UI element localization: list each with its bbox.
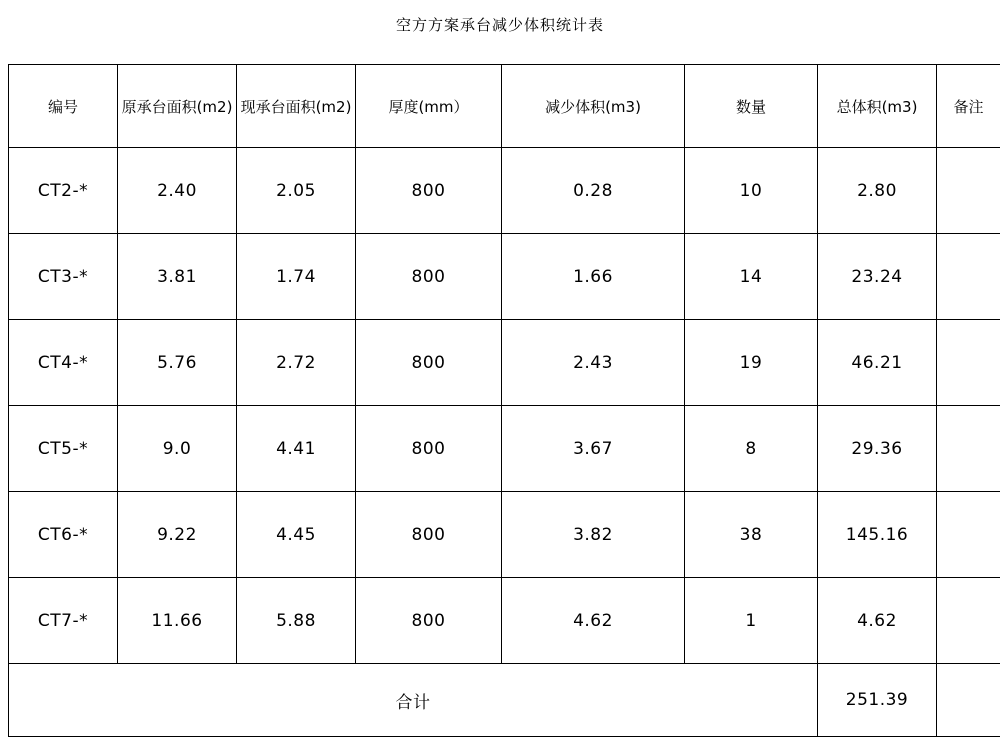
cell-total-volume: 29.36 [818,406,937,492]
cell-code: CT2-* [9,148,118,234]
page-title: 空方方案承台减少体积统计表 [0,14,1000,35]
cell-total-sum: 251.39 [818,664,937,737]
cell-code: CT6-* [9,492,118,578]
cell-quantity: 14 [685,234,818,320]
table-body [9,148,1000,737]
cell-thickness: 800 [356,234,502,320]
cell-quantity: 1 [685,578,818,664]
cell-reduced-volume: 1.66 [502,234,685,320]
cell-code: CT7-* [9,578,118,664]
cell-current-area: 2.72 [237,320,356,406]
cell-original-area: 5.76 [118,320,237,406]
table-row [9,148,1000,234]
statistics-table-container [8,64,992,737]
cell-reduced-volume: 2.43 [502,320,685,406]
cell-thickness: 800 [356,492,502,578]
column-header-reduced-volume: 减少体积(m3) [502,65,685,148]
cell-quantity: 38 [685,492,818,578]
column-header-original-area: 原承台面积(m2) [118,65,237,148]
table-row [9,234,1000,320]
cell-code: CT3-* [9,234,118,320]
statistics-table [8,64,1000,737]
cell-current-area: 4.45 [237,492,356,578]
cell-reduced-volume: 3.82 [502,492,685,578]
cell-current-area: 4.41 [237,406,356,492]
table-row [9,578,1000,664]
cell-thickness: 800 [356,148,502,234]
cell-original-area: 9.0 [118,406,237,492]
cell-remark [937,148,1000,234]
cell-total-volume: 145.16 [818,492,937,578]
cell-remark [937,492,1000,578]
cell-total-remark [937,664,1000,737]
cell-remark [937,234,1000,320]
cell-total-volume: 2.80 [818,148,937,234]
cell-code: CT5-* [9,406,118,492]
column-header-code: 编号 [9,65,118,148]
table-row [9,492,1000,578]
cell-remark [937,406,1000,492]
cell-code: CT4-* [9,320,118,406]
table-total-row [9,664,1000,737]
table-row [9,406,1000,492]
cell-remark [937,320,1000,406]
cell-total-label: 合计 [9,664,818,737]
table-header-row [9,65,1000,148]
cell-current-area: 5.88 [237,578,356,664]
cell-remark [937,578,1000,664]
cell-quantity: 8 [685,406,818,492]
cell-total-volume: 46.21 [818,320,937,406]
cell-current-area: 1.74 [237,234,356,320]
cell-original-area: 2.40 [118,148,237,234]
column-header-quantity: 数量 [685,65,818,148]
column-header-current-area: 现承台面积(m2) [237,65,356,148]
cell-original-area: 11.66 [118,578,237,664]
cell-quantity: 19 [685,320,818,406]
cell-total-volume: 4.62 [818,578,937,664]
cell-current-area: 2.05 [237,148,356,234]
cell-thickness: 800 [356,406,502,492]
column-header-remark: 备注 [937,65,1000,148]
cell-quantity: 10 [685,148,818,234]
cell-original-area: 9.22 [118,492,237,578]
cell-total-volume: 23.24 [818,234,937,320]
cell-original-area: 3.81 [118,234,237,320]
table-row [9,320,1000,406]
column-header-total-volume: 总体积(m3) [818,65,937,148]
column-header-thickness: 厚度(mm） [356,65,502,148]
cell-reduced-volume: 4.62 [502,578,685,664]
cell-thickness: 800 [356,578,502,664]
table-header [9,65,1000,148]
cell-reduced-volume: 0.28 [502,148,685,234]
cell-reduced-volume: 3.67 [502,406,685,492]
cell-thickness: 800 [356,320,502,406]
